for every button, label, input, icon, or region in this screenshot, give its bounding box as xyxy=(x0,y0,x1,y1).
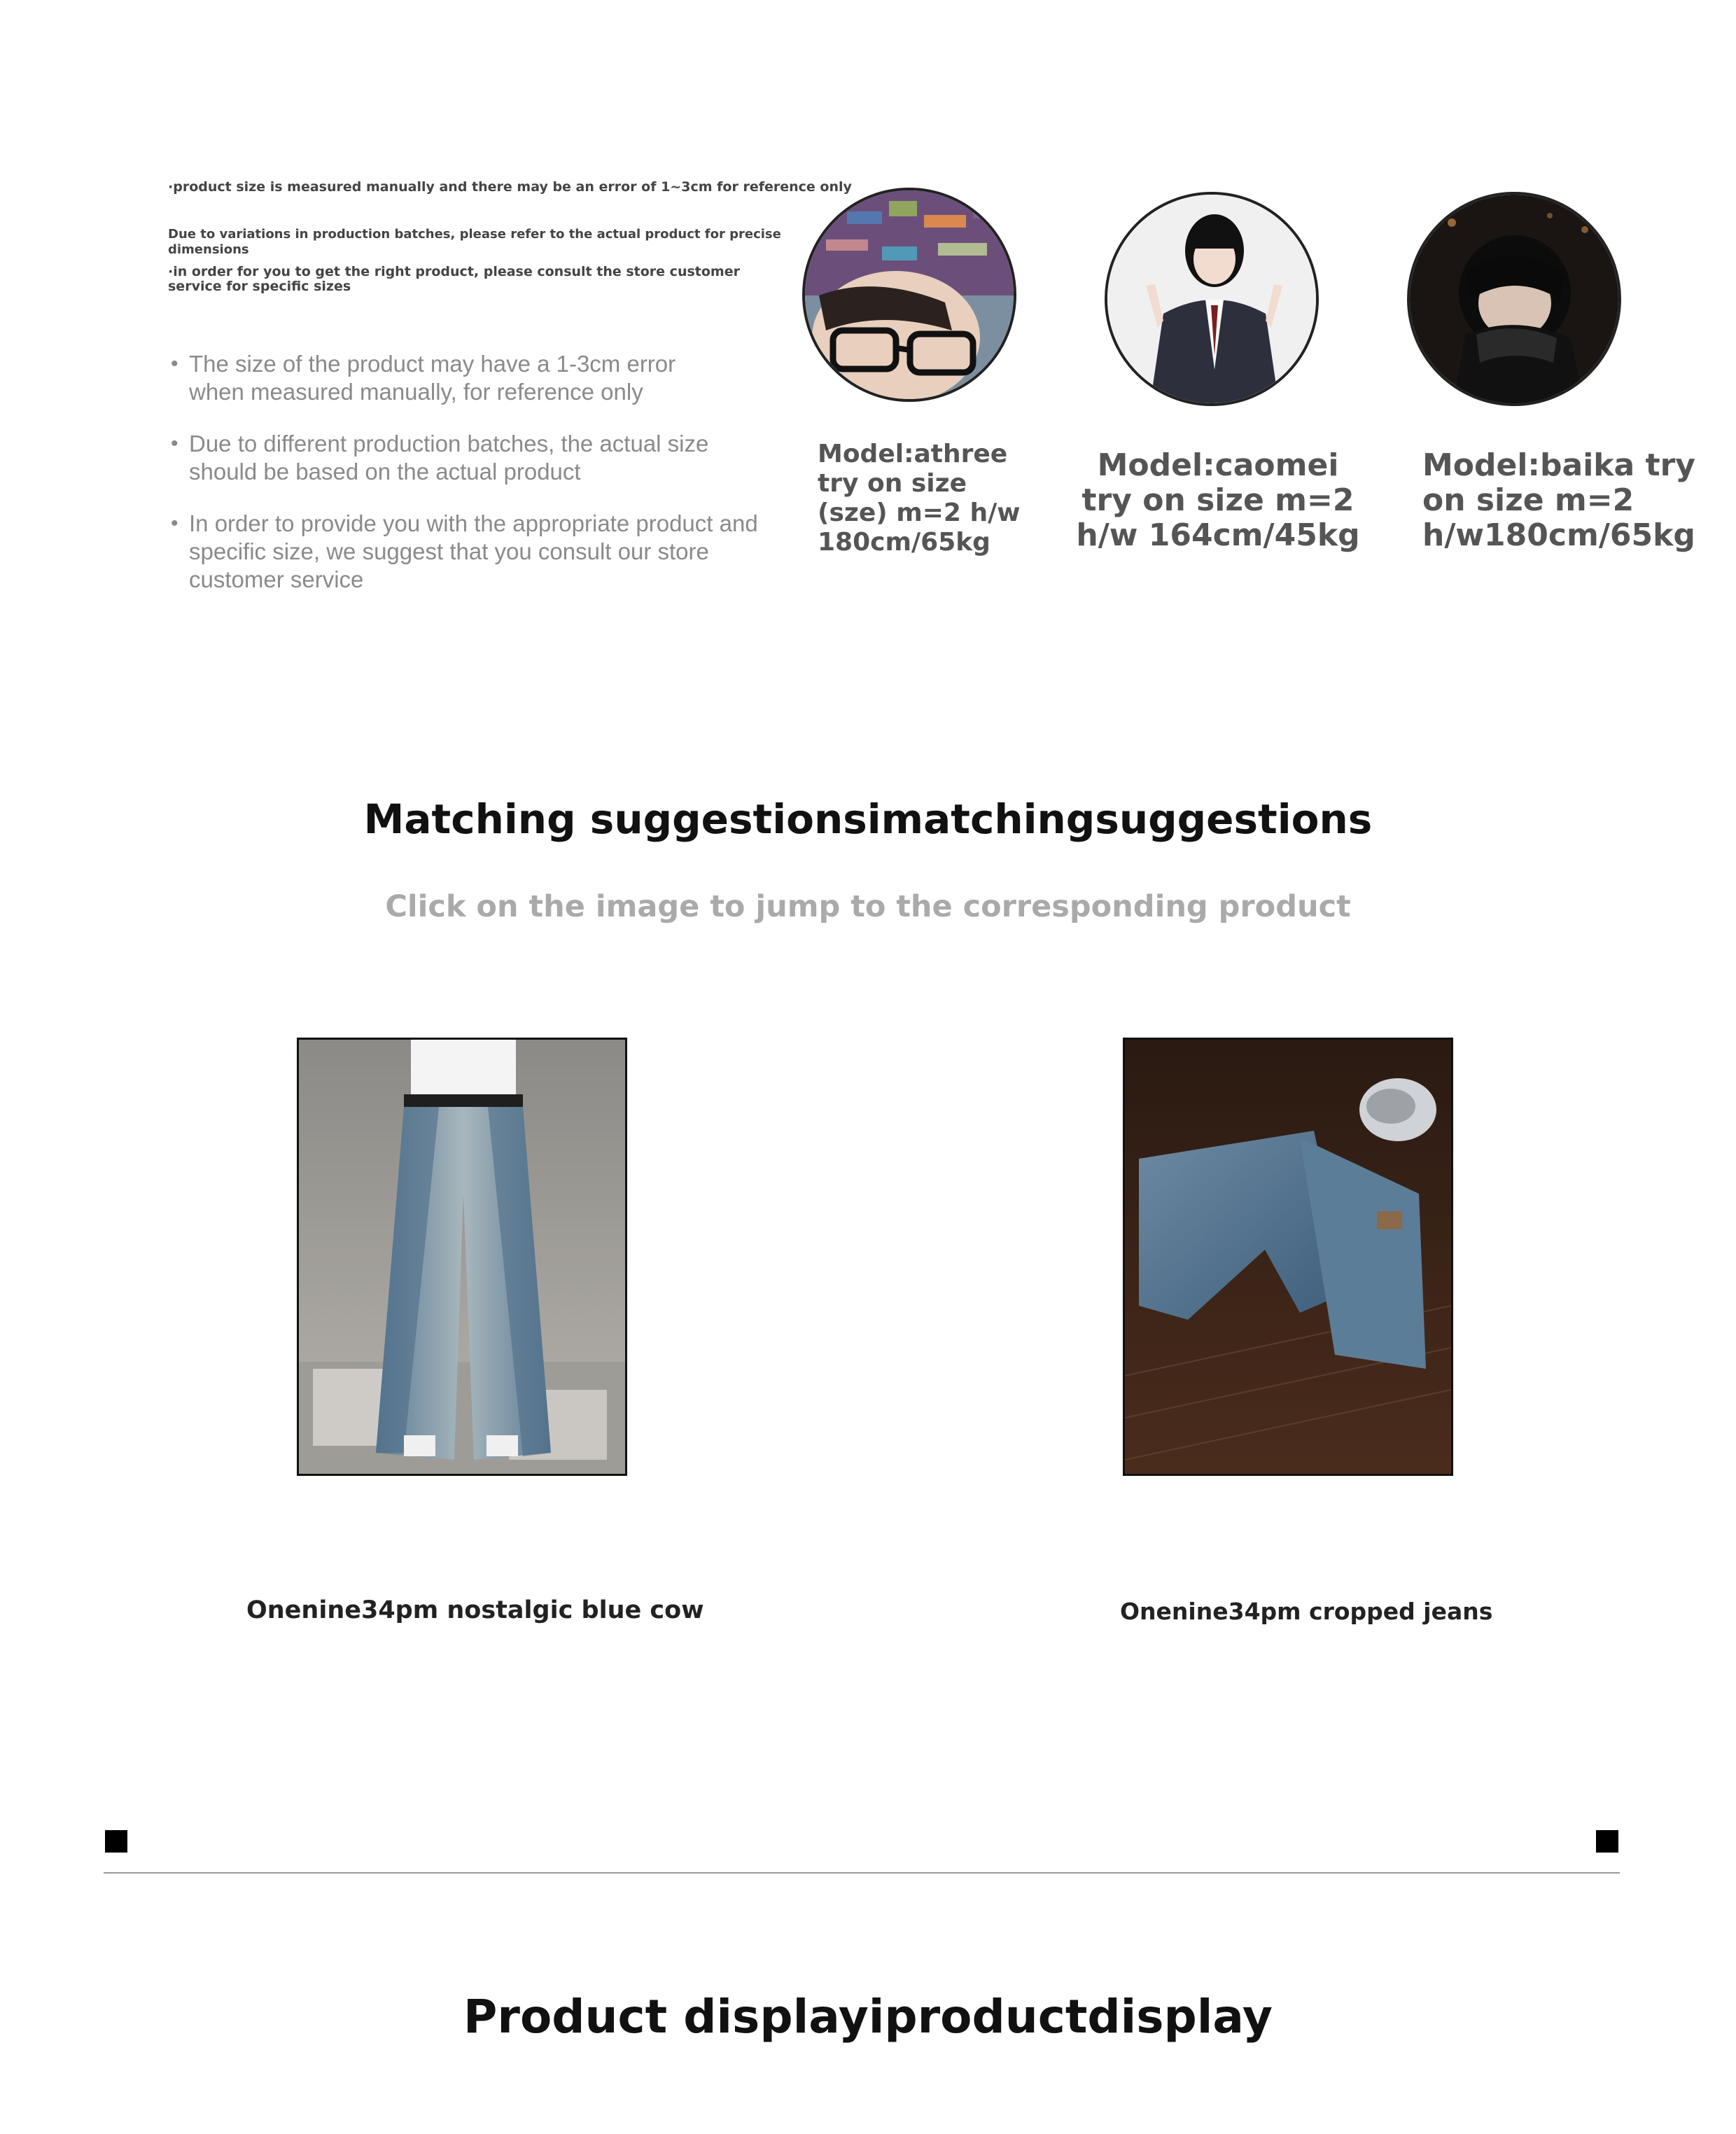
model-baika-avatar xyxy=(1407,192,1621,406)
product-image-nostalgic-blue-cow[interactable] xyxy=(297,1038,627,1476)
product-display-title: Product displayiproductdisplay xyxy=(463,1990,1273,2044)
model-athree-caption: Model:athree try on size (sze) m=2 h/w 180cm/65kg xyxy=(818,440,1021,557)
section-divider-line xyxy=(104,1872,1620,1874)
product-name-nostalgic-blue-cow[interactable]: Onenine34pm nostalgic blue cow xyxy=(246,1596,704,1624)
size-note-item: • Due to different production batches, the actual size should be based on the actual product xyxy=(168,430,721,486)
size-note-item: • In order to provide you with the appropriate product and specific size, we suggest that you consult our store customer service xyxy=(168,510,777,594)
product-image-cropped-jeans[interactable] xyxy=(1123,1038,1453,1476)
model-athree-avatar xyxy=(802,188,1016,402)
size-note-item: • The size of the product may have a 1-3cm error when measured manually, for reference only xyxy=(168,350,721,406)
model-caomei-photo-icon xyxy=(1107,195,1319,406)
divider-square-right xyxy=(1596,1830,1618,1853)
note-consult-small: ·in order for you to get the right product, please consult the store customer service for specific sizes xyxy=(168,264,740,294)
product-name-cropped-jeans[interactable]: Onenine34pm cropped jeans xyxy=(1120,1598,1493,1625)
matching-section-subtitle: Click on the image to jump to the corresponding product xyxy=(385,889,1351,924)
model-caomei-avatar xyxy=(1105,192,1319,406)
note-measurement-small: ·product size is measured manually and there may be an error of 1~3cm for reference only xyxy=(168,179,852,195)
matching-section-title: Matching suggestionsimatchingsuggestions xyxy=(363,795,1373,843)
model-athree-photo-icon xyxy=(805,190,1016,402)
model-baika-photo-icon xyxy=(1410,195,1621,406)
model-baika-caption: Model:baika try on size m=2 h/w180cm/65kg xyxy=(1422,447,1695,553)
denim-shorts-photo-icon xyxy=(1125,1040,1451,1474)
model-caomei-caption: Model:caomei try on size m=2 h/w 164cm/45kg xyxy=(1076,447,1360,553)
wide-leg-jeans-photo-icon xyxy=(299,1040,625,1474)
size-notes-list xyxy=(168,350,784,618)
divider-square-left xyxy=(105,1830,127,1853)
note-batches-small: Due to variations in production batches, please refer to the actual product for precise dimensions xyxy=(168,227,781,257)
